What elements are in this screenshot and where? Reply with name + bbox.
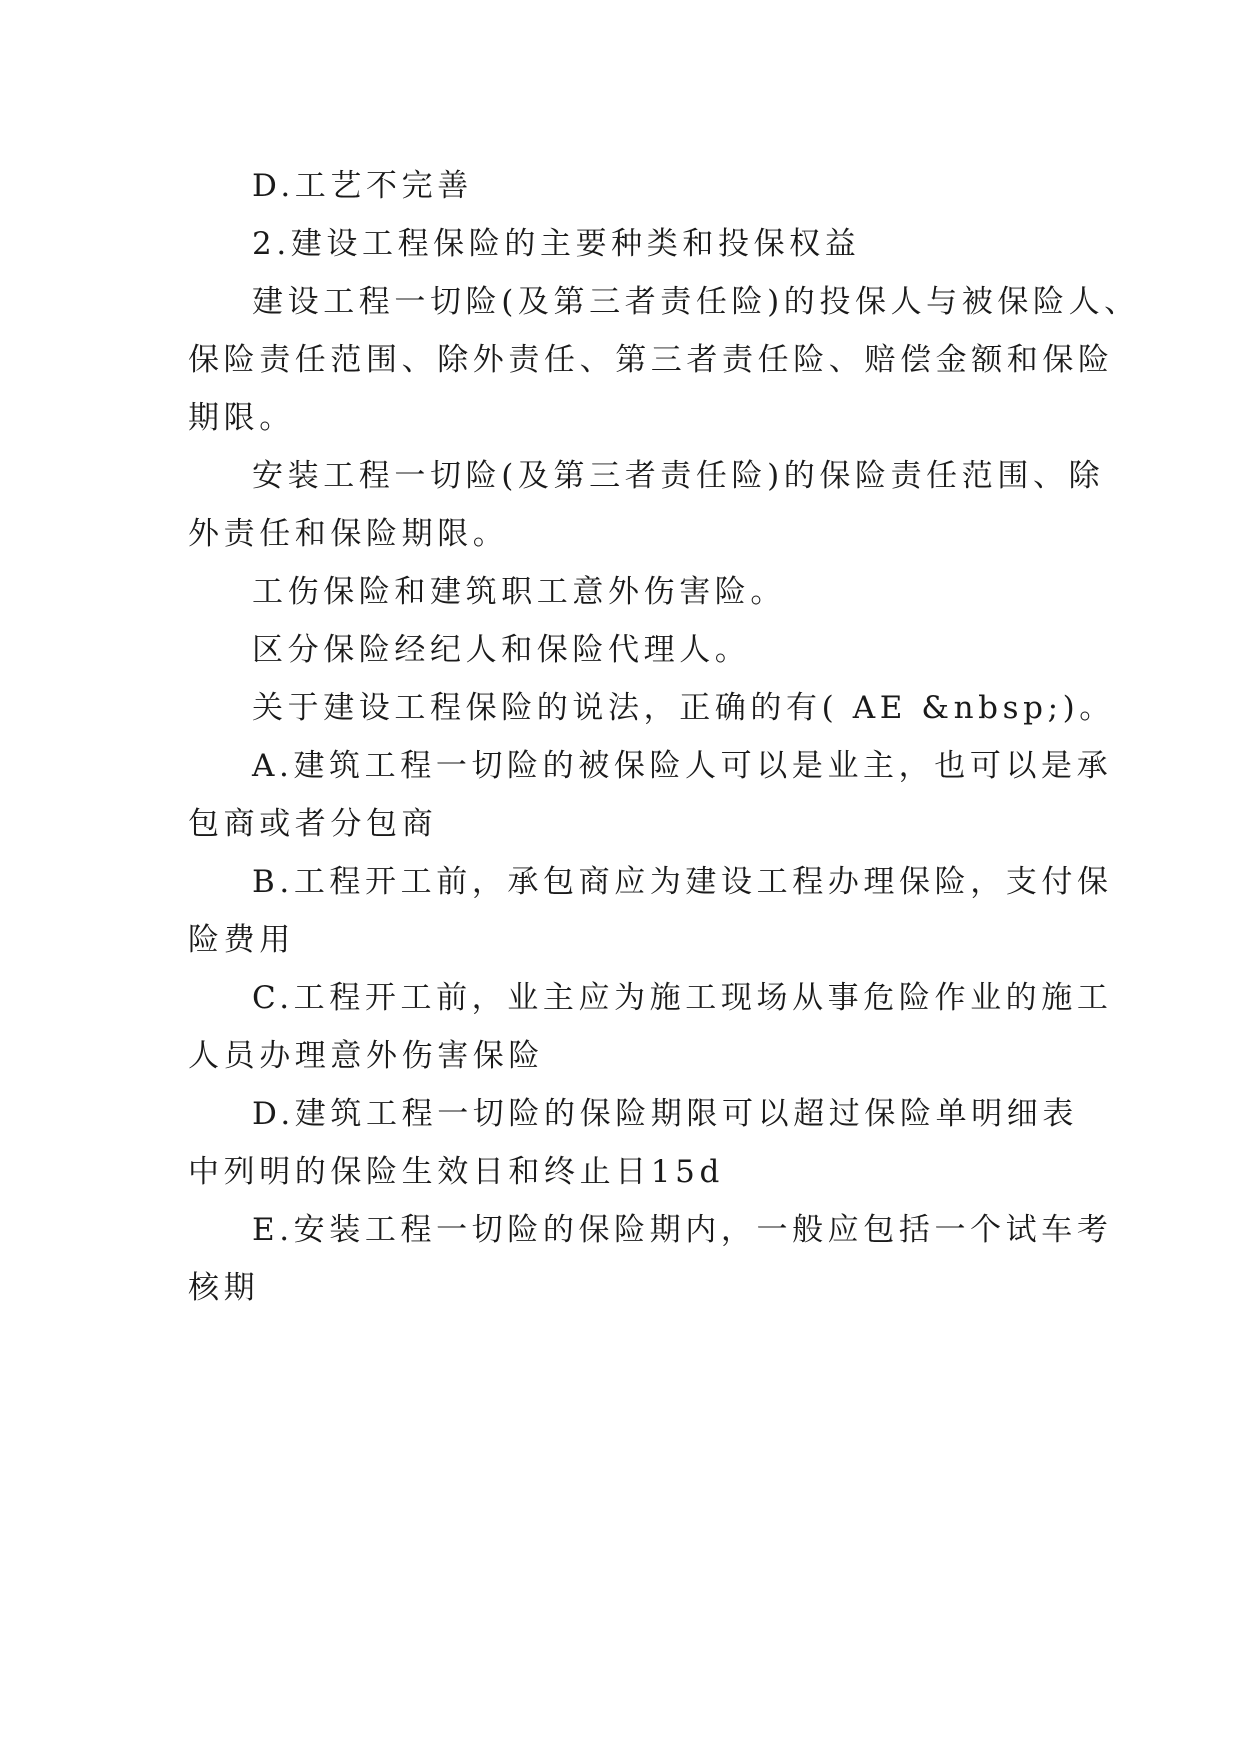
paragraph-line: 区分保险经纪人和保险代理人。 [252,632,751,668]
option-d-continued: 中列明的保险生效日和终止日15d [188,1154,724,1190]
option-e: E.安装工程一切险的保险期内，一般应包括一个试车考 [252,1212,1113,1248]
option-d: D.建筑工程一切险的保险期限可以超过保险单明细表 [252,1096,1079,1132]
option-c-continued: 人员办理意外伤害保险 [188,1038,544,1074]
paragraph-line: 建设工程一切险(及第三者责任险)的投保人与被保险人、 [252,284,1140,320]
option-a-continued: 包商或者分包商 [188,806,438,842]
section-heading: 2.建设工程保险的主要种类和投保权益 [252,226,861,262]
option-e-continued: 核期 [188,1270,260,1306]
option-c: C.工程开工前，业主应为施工现场从事危险作业的施工 [252,980,1113,1016]
option-d-craft: D.工艺不完善 [252,168,473,204]
paragraph-line: 保险责任范围、除外责任、第三者责任险、赔偿金额和保险 [188,342,1114,378]
option-a: A.建筑工程一切险的被保险人可以是业主，也可以是承 [252,748,1113,784]
paragraph-line: 安装工程一切险(及第三者责任险)的保险责任范围、除 [252,458,1105,494]
paragraph-line: 工伤保险和建筑职工意外伤害险。 [252,574,786,610]
paragraph-line: 期限。 [188,400,295,436]
option-b: B.工程开工前，承包商应为建设工程办理保险，支付保 [252,864,1113,900]
paragraph-line: 外责任和保险期限。 [188,516,509,552]
option-b-continued: 险费用 [188,922,295,958]
question-stem: 关于建设工程保险的说法，正确的有( AE &nbsp;)。 [252,690,1115,726]
